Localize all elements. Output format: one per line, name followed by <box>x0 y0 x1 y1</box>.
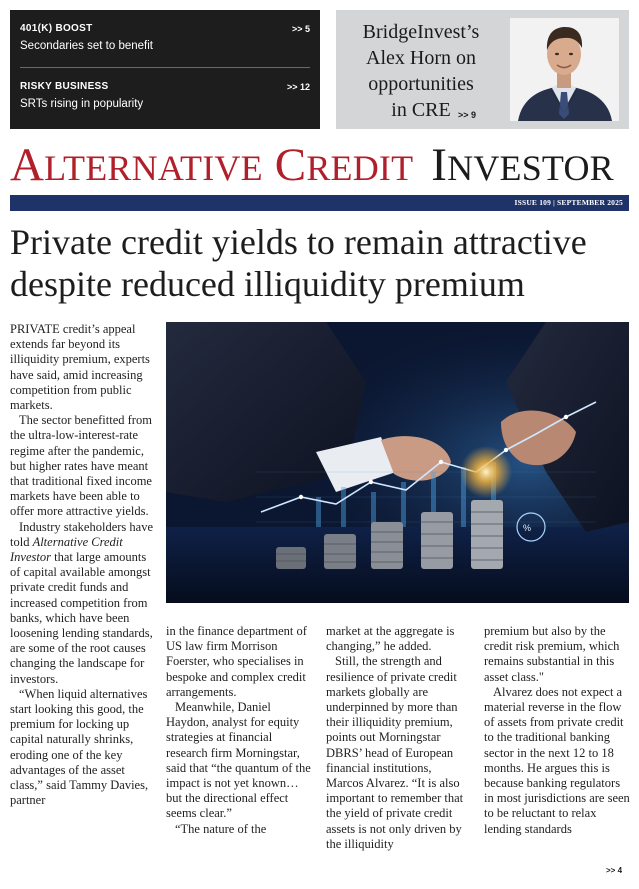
article-column-1 <box>10 322 156 809</box>
masthead-word-investor: INVESTOR <box>431 139 614 191</box>
paragraph: Meanwhile, Daniel Haydon, analyst for equity strategies at financial research firm Morningstar, said that “the quantum of the impact is not yet known… but the directional effect seems clear.” <box>166 700 311 821</box>
paragraph: “The nature of the <box>175 821 267 836</box>
feature-line: in CRE <box>391 99 451 121</box>
headline-line: Private credit yields to remain attractive <box>10 222 587 262</box>
article-headline <box>10 221 635 305</box>
masthead-word-alternative: ALTERNATIVE <box>10 139 263 191</box>
paragraph: premium but also by the credit risk premium, which remains substantial in this asset class." <box>484 624 620 684</box>
masthead-title <box>10 139 629 191</box>
teaser-kicker: RISKY BUSINESS <box>20 81 109 92</box>
teaser-page-ref: >> 12 <box>286 82 310 92</box>
masthead-word-credit: CREDIT <box>274 139 414 191</box>
article-column-2 <box>166 624 312 837</box>
paragraph: “When liquid alternatives start looking this good, the premium for locking up capital naturally shrinks, eroding one of the key advantages of the asset class,” said Tammy Davies, partner <box>10 686 149 808</box>
teaser-headline: Secondaries set to benefit <box>20 40 153 52</box>
teaser-divider <box>20 67 310 68</box>
continued-page-ref[interactable]: >> 4 <box>606 866 623 875</box>
feature-page-ref: >> 9 <box>458 110 477 120</box>
paragraph: Still, the strength and resilience of private credit markets globally are underpinned by more than their illiquidity premium, points out Morningstar DBRS’ head of European financial institutions, Marcos Alvarez. “It is also important to remember that the yield of private credit assets is not only driven by the illiquidity <box>326 654 464 851</box>
article-column-4 <box>484 624 630 837</box>
issue-date: ISSUE 109 | SEPTEMBER 2025 <box>514 198 623 207</box>
article-column-3 <box>326 624 472 852</box>
portrait-illustration <box>510 18 619 121</box>
paragraph: Alvarez does not expect a material reverse in the flow of assets from private credit to the traditional banking sector in the next 12 to 18 months. He argues this is because banking regulators in most jurisdictions are seen to be reluctant to relax lending standards <box>484 684 630 836</box>
teaser-kicker: 401(K) BOOST <box>20 23 93 34</box>
publication-name: Alternative Credit Investor <box>10 534 123 565</box>
finance-growth-illustration <box>166 322 629 603</box>
svg-text:%: % <box>523 523 532 533</box>
paragraph: in the finance department of US law firm Morrison Foerster, who specialises in bespoke and complex credit arrangements. <box>166 624 307 699</box>
hero-image <box>166 322 629 603</box>
paragraph: market at the aggregate is changing,” he added. <box>326 624 455 654</box>
promo-teaser-panel <box>10 10 320 129</box>
feature-line: opportunities <box>368 73 474 95</box>
feature-headline <box>336 19 506 123</box>
portrait-photo <box>510 18 619 121</box>
headline-line: despite reduced illiquidity premium <box>10 264 525 304</box>
paragraph: The sector benefitted from the ultra-low-interest-rate regime after the pandemic, but higher rates have meant that traditional fixed income markets have been able to offer more attractive yields. <box>10 413 152 519</box>
paragraph: Industry stakeholders have told Alternative Credit Investor that large amounts of capital available amongst private credit funds and increased competition from banks, which have been loosening lending standards, are some of the root causes changing the landscape for investors. <box>10 519 153 686</box>
promo-feature-panel[interactable] <box>336 10 629 129</box>
teaser-page-ref: >> 5 <box>291 24 310 34</box>
feature-line: Alex Horn on <box>366 47 476 69</box>
paragraph: PRIVATE credit’s appeal extends far beyond its illiquidity premium, experts have said, amid increasing competition from public markets. <box>10 322 150 413</box>
feature-line: BridgeInvest’s <box>362 21 480 43</box>
teaser-headline: SRTs rising in popularity <box>20 98 144 110</box>
issue-bar <box>10 195 629 211</box>
